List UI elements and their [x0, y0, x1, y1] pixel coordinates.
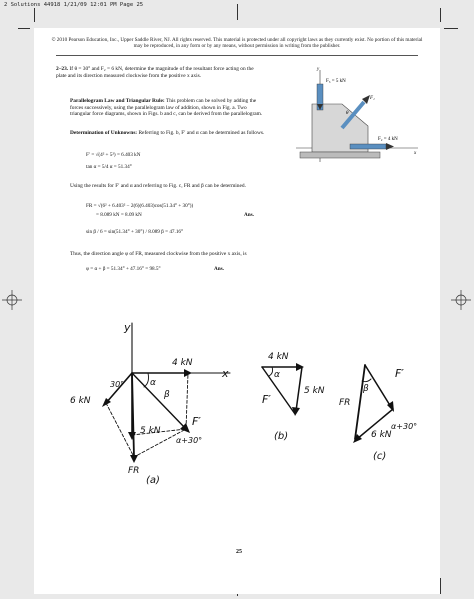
- figure-f3-label: F₃ = 5 kN: [326, 79, 346, 84]
- sketch-beta-label: β: [164, 390, 170, 400]
- sketch-c-fprime-vector: [365, 365, 391, 407]
- copyright-notice: © 2010 Pearson Education, Inc., Upper Saddle River, NJ. All rights reserved. This material is protected under all copyright laws as they currently exist. No portion of this material may be reproduced, in any form or by any means, without permission in writing from the publisher.: [51, 37, 423, 50]
- sketch-x-label: x: [222, 367, 229, 380]
- sketch-30deg-label: 30°: [110, 380, 125, 389]
- figure-f1-label: F₁: [370, 96, 375, 101]
- method-paragraph: [70, 98, 268, 118]
- sketch-fprime-label: F′: [192, 415, 201, 428]
- page-number: 25: [236, 549, 242, 555]
- figure-y-label: y: [317, 67, 320, 72]
- sketch-6kn-label: 6 kN: [70, 396, 91, 406]
- sketch-c: [335, 355, 445, 485]
- answer-label: Ans.: [244, 212, 254, 218]
- problem-number: 2–23.: [56, 66, 69, 72]
- method-heading: Parallelogram Law and Triangular Rule:: [70, 98, 165, 104]
- problem-figure: [290, 66, 420, 166]
- sketch-y-label: y: [124, 321, 131, 334]
- sketch-c-fprime-label: F′: [395, 367, 404, 380]
- sketch-b-5kn-vector: [296, 367, 302, 411]
- support-block: [300, 152, 380, 158]
- sketch-b-4kn-arrow: [296, 363, 304, 371]
- equation-alpha: tan α = 5/4 α = 51.34°: [86, 164, 132, 170]
- problem-statement: [56, 66, 260, 79]
- figure-x-label: x: [414, 151, 417, 156]
- crop-mark: [444, 28, 458, 29]
- sketch-5kn-label: 5 kN: [140, 426, 161, 436]
- sketch-fig-a-label: (a): [146, 475, 160, 486]
- figure-f2-label: F₂ = 4 kN: [378, 137, 398, 142]
- sketch-c-fr-vector: [355, 365, 365, 439]
- sketch-alpha-label: α: [150, 378, 156, 388]
- equation-fr-result: = 8.089 kN = 8.09 kN: [96, 212, 142, 218]
- figure-theta-label: θ: [346, 111, 349, 116]
- sketch-c-a30-label: α+30°: [391, 422, 418, 431]
- equation-fprime: F′ = √(4² + 5²) = 6.403 kN: [86, 152, 141, 158]
- sketch-4kn-label: 4 kN: [172, 358, 193, 368]
- crop-mark: [440, 8, 441, 22]
- sketch-fig-c-label: (c): [373, 451, 387, 462]
- sketch-fr-vector: [132, 373, 134, 457]
- sketch-b-5kn-label: 5 kN: [304, 386, 325, 396]
- sketch-b-alpha-arc: [269, 367, 273, 376]
- print-header: 2 Solutions 44918 1/21/09 12:01 PM Page 25: [4, 2, 144, 8]
- sketch-c-beta-label: β: [363, 384, 369, 394]
- top-rule: [56, 55, 418, 56]
- equation-phi: φ = α + β = 51.34° + 47.16° = 98.5°: [86, 266, 161, 272]
- answer-label: Ans.: [214, 266, 224, 272]
- using-text: Using the results for F′ and α and referring to Fig. c, FR and β can be determined.: [70, 183, 246, 189]
- sketch-5kn-arrow: [128, 432, 136, 440]
- equation-fr: FR = √(6² + 6.403² − 2(6)(6.403)cos(51.34° + 30°)): [86, 203, 194, 209]
- sketch-b-fprime-label: F′: [262, 393, 271, 406]
- sketch-c-fr-label: FR: [339, 398, 351, 408]
- sketch-b-4kn-label: 4 kN: [268, 352, 289, 362]
- sketch-fig-b-label: (b): [274, 431, 289, 442]
- unknowns-text: Referring to Fig. b, F′ and α can be determined as follows.: [138, 130, 265, 136]
- sketch-b: [250, 345, 340, 455]
- crop-mark: [237, 4, 238, 20]
- f2-arrow: [386, 143, 394, 150]
- method-text: This problem can be solved by adding the forces successively, using the parallelogram law of addition, shown in Fig. a. Two triangular force diagrams, shown in Figs. b and c, can be derived from the parallelogram.: [70, 98, 263, 118]
- sketch-alpha-arc: [144, 373, 149, 387]
- sketch-fprime-vector: [132, 373, 186, 429]
- sketch-fr-label: FR: [128, 466, 140, 476]
- sketch-c-6kn-label: 6 kN: [371, 430, 392, 440]
- equation-beta: sin β / 6 = sin(51.34° + 30°) / 8.089 β = 47.16°: [86, 229, 184, 235]
- sketch-b-alpha-label: α: [274, 370, 280, 380]
- crop-mark: [18, 28, 30, 29]
- unknowns-heading: Determination of Unknowns:: [70, 130, 138, 136]
- f2-rod: [350, 144, 386, 149]
- sketch-a30-label: α+30°: [176, 436, 203, 445]
- registration-mark: [451, 290, 471, 310]
- direction-text: Thus, the direction angle φ of FR, measured clockwise from the positive x axis, is: [70, 251, 247, 257]
- registration-mark: [2, 290, 22, 310]
- problem-text: If θ = 30° and F₂ = 6 kN, determine the magnitude of the resultant force acting on the plate and its direction measured clockwise from the positive x axis.: [56, 66, 254, 79]
- crop-mark: [440, 578, 441, 594]
- crop-mark: [34, 8, 35, 22]
